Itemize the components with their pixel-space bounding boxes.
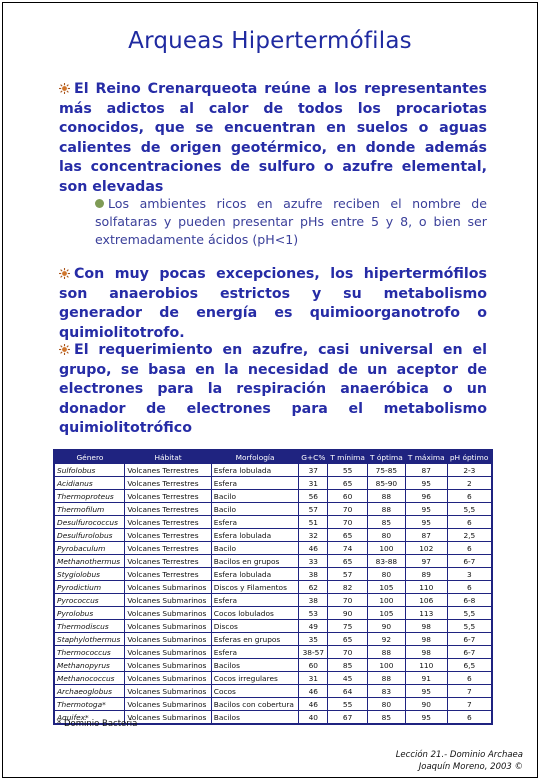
- table-cell: 88: [367, 646, 405, 659]
- table-header-row: [54, 450, 492, 464]
- table-cell: 5,5: [447, 503, 492, 516]
- table-cell: 83-88: [367, 555, 405, 568]
- table-cell: 51: [299, 516, 328, 529]
- table-cell: 98: [405, 633, 447, 646]
- table-cell: Volcanes Terrestres: [125, 555, 211, 568]
- table-cell: Cocos lobulados: [211, 607, 299, 620]
- table-cell: 65: [328, 633, 368, 646]
- table-cell: 6: [447, 490, 492, 503]
- table-row: [54, 672, 492, 685]
- table-cell: 57: [299, 503, 328, 516]
- table-cell: Volcanes Submarinos: [125, 646, 211, 659]
- table-cell: 55: [328, 464, 368, 477]
- table-cell: 38-57: [299, 646, 328, 659]
- paragraph-text: Con muy pocas excepciones, los hipertermófilos son anaerobios estrictos y su metabolismo generador de energía es quimioorganotrofo o quimiolitotrofo.: [59, 266, 487, 341]
- table-cell: Acidianus: [54, 477, 125, 490]
- table-cell: 3: [447, 568, 492, 581]
- table-row: [54, 555, 492, 568]
- table-cell: 31: [299, 672, 328, 685]
- table-cell: Cocos irregulares: [211, 672, 299, 685]
- table-cell: 85: [367, 711, 405, 725]
- table-cell: Volcanes Submarinos: [125, 607, 211, 620]
- table-cell: Thermofilum: [54, 503, 125, 516]
- table-cell: Desulfurolobus: [54, 529, 125, 542]
- table-cell: Volcanes Terrestres: [125, 516, 211, 529]
- table-cell: Volcanes Submarinos: [125, 594, 211, 607]
- table-cell: 45: [328, 672, 368, 685]
- table-cell: 35: [299, 633, 328, 646]
- table-cell: Esfera: [211, 516, 299, 529]
- table-cell: Methanococcus: [54, 672, 125, 685]
- table-cell: 100: [367, 542, 405, 555]
- table-cell: 65: [328, 529, 368, 542]
- table-body: [54, 464, 492, 725]
- table-cell: 60: [328, 490, 368, 503]
- table-cell: Methanopyrus: [54, 659, 125, 672]
- table-cell: Volcanes Terrestres: [125, 568, 211, 581]
- table-cell: 33: [299, 555, 328, 568]
- table-cell: Volcanes Terrestres: [125, 503, 211, 516]
- table-cell: 6: [447, 672, 492, 685]
- table-cell: 98: [405, 646, 447, 659]
- table-cell: 105: [367, 581, 405, 594]
- paragraph-1: [59, 80, 487, 197]
- table-cell: Volcanes Submarinos: [125, 685, 211, 698]
- table-cell: Esferas en grupos: [211, 633, 299, 646]
- table-cell: 6-8: [447, 594, 492, 607]
- table-cell: 100: [367, 659, 405, 672]
- table-row: [54, 646, 492, 659]
- table-cell: 6,5: [447, 659, 492, 672]
- table-header-cell: Morfología: [211, 450, 299, 464]
- table-cell: 75: [328, 620, 368, 633]
- table-cell: 70: [328, 646, 368, 659]
- table-cell: 87: [405, 464, 447, 477]
- table-cell: Volcanes Terrestres: [125, 542, 211, 555]
- table-row: [54, 542, 492, 555]
- table-cell: Pyrococcus: [54, 594, 125, 607]
- table-cell: 7: [447, 685, 492, 698]
- table-cell: 38: [299, 568, 328, 581]
- table-cell: 56: [299, 490, 328, 503]
- table-cell: 88: [367, 490, 405, 503]
- table-cell: Esfera lobulada: [211, 529, 299, 542]
- table-row: [54, 568, 492, 581]
- table-cell: 7: [447, 698, 492, 711]
- archaea-table: [53, 449, 493, 725]
- table-cell: 97: [405, 555, 447, 568]
- table-cell: 95: [405, 685, 447, 698]
- table-cell: 64: [328, 685, 368, 698]
- table-cell: Thermodiscus: [54, 620, 125, 633]
- table-cell: 102: [405, 542, 447, 555]
- table-row: [54, 503, 492, 516]
- table-cell: 89: [405, 568, 447, 581]
- table-cell: Staphylothermus: [54, 633, 125, 646]
- table-cell: 85-90: [367, 477, 405, 490]
- table-cell: 95: [405, 711, 447, 725]
- table-row: [54, 685, 492, 698]
- table-cell: 53: [299, 607, 328, 620]
- table-cell: Discos y Filamentos: [211, 581, 299, 594]
- table-cell: 67: [328, 711, 368, 725]
- table-cell: 37: [299, 464, 328, 477]
- table-cell: Volcanes Terrestres: [125, 477, 211, 490]
- table-cell: 75-85: [367, 464, 405, 477]
- table-cell: 2-3: [447, 464, 492, 477]
- table-cell: Bacilos con cobertura: [211, 698, 299, 711]
- table-row: [54, 607, 492, 620]
- table-cell: Bacilo: [211, 490, 299, 503]
- table-row: [54, 633, 492, 646]
- subpoint-text: Los ambientes ricos en azufre reciben el nombre de solfataras y pueden presentar pHs entre 5 y 8, o bien ser extremadamente ácidos (pH<1): [95, 196, 487, 247]
- table-cell: Pyrodictium: [54, 581, 125, 594]
- slide-page: [2, 2, 538, 778]
- table-cell: Bacilo: [211, 542, 299, 555]
- table-row: [54, 477, 492, 490]
- table-cell: Cocos: [211, 685, 299, 698]
- table-cell: 80: [367, 698, 405, 711]
- table-cell: 95: [405, 477, 447, 490]
- table-cell: 6-7: [447, 633, 492, 646]
- sun-bullet-icon: [59, 266, 70, 277]
- table-cell: Esfera: [211, 477, 299, 490]
- table-cell: 65: [328, 477, 368, 490]
- table-cell: 90: [367, 620, 405, 633]
- table-cell: 95: [405, 516, 447, 529]
- table-cell: Bacilos: [211, 711, 299, 725]
- table-cell: Volcanes Submarinos: [125, 672, 211, 685]
- table-cell: 32: [299, 529, 328, 542]
- table-cell: Desulfurococcus: [54, 516, 125, 529]
- table-cell: 46: [299, 698, 328, 711]
- table-cell: 88: [367, 672, 405, 685]
- table-cell: Volcanes Submarinos: [125, 620, 211, 633]
- credit-lesson: Lección 21.- Dominio Archaea: [395, 750, 523, 760]
- table-cell: Pyrobaculum: [54, 542, 125, 555]
- credit-author: Joaquín Moreno, 2003 ©: [418, 762, 523, 772]
- table-cell: Volcanes Submarinos: [125, 659, 211, 672]
- table-cell: 90: [405, 698, 447, 711]
- table-cell: 80: [367, 568, 405, 581]
- table-cell: 6-7: [447, 646, 492, 659]
- table-header-cell: T máxima: [405, 450, 447, 464]
- table-cell: Sulfolobus: [54, 464, 125, 477]
- table-cell: 46: [299, 542, 328, 555]
- table-header-cell: G+C%: [299, 450, 328, 464]
- table-cell: 110: [405, 659, 447, 672]
- table-header-cell: T mínima: [328, 450, 368, 464]
- table-cell: 100: [367, 594, 405, 607]
- table-cell: Volcanes Terrestres: [125, 464, 211, 477]
- table-cell: Esfera lobulada: [211, 464, 299, 477]
- table-cell: Stygiolobus: [54, 568, 125, 581]
- page-title: Arqueas Hipertermófilas: [128, 28, 412, 54]
- table-cell: 55: [328, 698, 368, 711]
- table-row: [54, 490, 492, 503]
- table-cell: Pyrolobus: [54, 607, 125, 620]
- table-cell: 31: [299, 477, 328, 490]
- table-cell: 5,5: [447, 620, 492, 633]
- table-cell: Volcanes Terrestres: [125, 529, 211, 542]
- table-cell: 92: [367, 633, 405, 646]
- table-cell: 60: [299, 659, 328, 672]
- table-cell: Thermoproteus: [54, 490, 125, 503]
- table-cell: 6: [447, 516, 492, 529]
- table-cell: Bacilo: [211, 503, 299, 516]
- table-row: [54, 581, 492, 594]
- table-header-cell: Hábitat: [125, 450, 211, 464]
- table-row: [54, 594, 492, 607]
- table-cell: 62: [299, 581, 328, 594]
- paragraph-2: [59, 265, 487, 343]
- table-cell: 70: [328, 503, 368, 516]
- sun-bullet-icon: [59, 342, 70, 353]
- subpoint: [95, 195, 487, 249]
- table-cell: 2: [447, 477, 492, 490]
- table-cell: 57: [328, 568, 368, 581]
- table-cell: Esfera lobulada: [211, 568, 299, 581]
- table-header-cell: Género: [54, 450, 125, 464]
- table-cell: 105: [367, 607, 405, 620]
- table-row: [54, 516, 492, 529]
- table-row: [54, 464, 492, 477]
- table-header-cell: pH óptimo: [447, 450, 492, 464]
- paragraph-3: [59, 341, 487, 439]
- credit: [396, 749, 523, 773]
- table-cell: Esfera: [211, 594, 299, 607]
- footnote: * Dominio Bacteria: [57, 719, 138, 729]
- table-cell: 40: [299, 711, 328, 725]
- table-cell: Methanothermus: [54, 555, 125, 568]
- table-cell: 85: [367, 516, 405, 529]
- table-cell: 95: [405, 503, 447, 516]
- table-cell: 49: [299, 620, 328, 633]
- circle-bullet-icon: [95, 199, 104, 208]
- table-cell: 88: [367, 503, 405, 516]
- table-row: [54, 529, 492, 542]
- table-cell: Volcanes Submarinos: [125, 633, 211, 646]
- table-row: [54, 698, 492, 711]
- table-cell: 38: [299, 594, 328, 607]
- table-cell: 85: [328, 659, 368, 672]
- table-cell: 113: [405, 607, 447, 620]
- table-cell: 70: [328, 516, 368, 529]
- table-cell: 96: [405, 490, 447, 503]
- table-cell: 2,5: [447, 529, 492, 542]
- table-cell: 65: [328, 555, 368, 568]
- table-cell: 87: [405, 529, 447, 542]
- table-cell: Volcanes Terrestres: [125, 490, 211, 503]
- table-cell: 98: [405, 620, 447, 633]
- table-cell: 82: [328, 581, 368, 594]
- table-cell: Archaeoglobus: [54, 685, 125, 698]
- table-cell: Volcanes Submarinos: [125, 711, 211, 725]
- table-cell: 46: [299, 685, 328, 698]
- table-cell: Aquifex*: [54, 711, 125, 725]
- table-cell: 90: [328, 607, 368, 620]
- table-cell: Discos: [211, 620, 299, 633]
- table-cell: 6-7: [447, 555, 492, 568]
- table-cell: 83: [367, 685, 405, 698]
- table-cell: Bacilos en grupos: [211, 555, 299, 568]
- sun-bullet-icon: [59, 81, 70, 92]
- table-cell: Thermococcus: [54, 646, 125, 659]
- paragraph-text: El requerimiento en azufre, casi universal en el grupo, se basa en la necesidad de un aceptor de electrones para la respiración anaeróbica o un donador de electrones para el metabolismo quimiolitotrófico: [59, 342, 487, 436]
- table-row: [54, 620, 492, 633]
- table-cell: 5,5: [447, 607, 492, 620]
- table-cell: 91: [405, 672, 447, 685]
- table-cell: 74: [328, 542, 368, 555]
- table-cell: 110: [405, 581, 447, 594]
- table-cell: 6: [447, 711, 492, 725]
- table-cell: Bacilos: [211, 659, 299, 672]
- table-cell: Thermotoga*: [54, 698, 125, 711]
- table-row: [54, 659, 492, 672]
- table-cell: Volcanes Submarinos: [125, 698, 211, 711]
- paragraph-text: El Reino Crenarqueota reúne a los representantes más adictos al calor de todos los procariotas conocidos, que se encuentran en suelos o aguas calientes de origen geotérmico, en donde además las concentraciones de sulfuro o azufre elemental, son elevadas: [59, 81, 487, 195]
- table-cell: 80: [367, 529, 405, 542]
- table-cell: 6: [447, 581, 492, 594]
- table-cell: 106: [405, 594, 447, 607]
- table-cell: 70: [328, 594, 368, 607]
- table-cell: Volcanes Submarinos: [125, 581, 211, 594]
- table-cell: Esfera: [211, 646, 299, 659]
- table-header-cell: T óptima: [367, 450, 405, 464]
- table-cell: 6: [447, 542, 492, 555]
